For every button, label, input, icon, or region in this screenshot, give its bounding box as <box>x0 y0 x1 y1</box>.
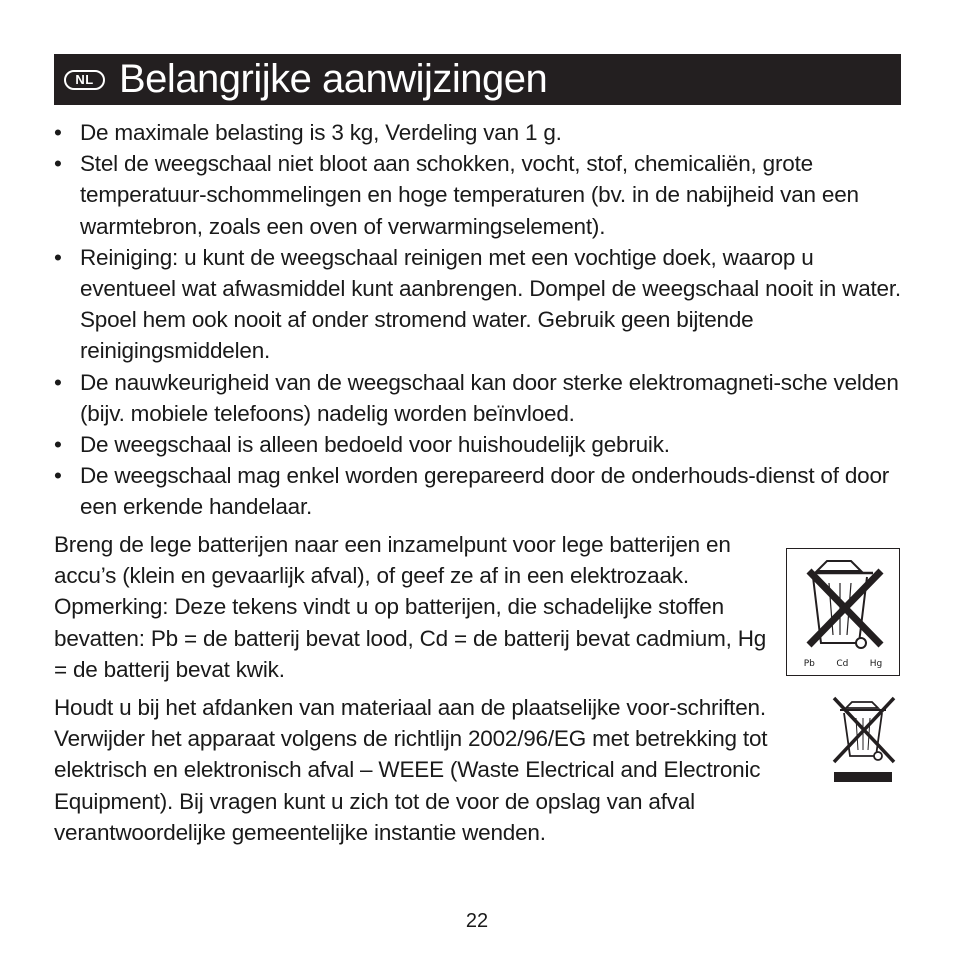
list-item-text: De nauwkeurigheid van de weegschaal kan door sterke elektromagneti-sche velden (bijv. mobiele telefoons) nadelig worden beïnvloed. <box>80 369 899 426</box>
list-item <box>54 460 904 522</box>
list-item-text: De maximale belasting is 3 kg, Verdeling van 1 g. <box>80 120 562 145</box>
list-item-text: Stel de weegschaal niet bloot aan schokken, vocht, stof, chemicaliën, grote temperatuur-schommelingen en hoge temperaturen (bv. in de nabijheid van een warmtebron, zoals een oven of verwarmingselement). <box>80 151 859 239</box>
lead-label: Pb <box>803 659 815 669</box>
list-item-text: De weegschaal mag enkel worden gerepareerd door de onderhouds-dienst of door een erkende handelaar. <box>80 463 890 520</box>
bullet-dot: • <box>54 120 62 145</box>
weee-disposal-paragraph <box>54 692 904 848</box>
weee-symbol <box>828 694 898 786</box>
cadmium-label: Cd <box>836 659 849 669</box>
language-badge: NL <box>64 70 105 90</box>
section-header <box>54 54 901 105</box>
list-item-text: Reiniging: u kunt de weegschaal reinigen met een vochtige doek, waarop u eventueel wat afwasmiddel kunt aanbrengen. Dompel de weegschaal nooit in water. Spoel hem ook nooit af onder stromend water. Gebruik geen bijtende reinigingsmiddelen. <box>80 244 901 364</box>
bullet-dot: • <box>54 151 62 177</box>
list-item <box>54 242 904 367</box>
list-item <box>54 117 904 148</box>
list-item <box>54 148 904 242</box>
bullet-dot: • <box>54 244 62 270</box>
list-item-text: De weegschaal is alleen bedoeld voor huishoudelijk gebruik. <box>80 432 670 458</box>
bullet-dot: • <box>54 432 62 458</box>
weee-paragraph-text: Houdt u bij het afdanken van materiaal aan de plaatselijke voor-schriften. Verwijder het apparaat volgens de richtlijn 2002/96/EG met betrekking tot elektrisch en elektronisch afval – WEEE (Waste Electrical and Electronic Equipment). Bij vragen kunt u zich tot de voor de opslag van afval verantwoordelijke gemeentelijke instantie wenden. <box>54 695 768 845</box>
page-title: Belangrijke aanwijzingen <box>119 57 548 101</box>
page-number: 22 <box>465 910 489 932</box>
instructions-list <box>54 117 904 523</box>
battery-symbol <box>786 548 900 676</box>
list-item <box>54 429 904 460</box>
battery-disposal-paragraph: Breng de lege batterijen naar een inzamelpunt voor lege batterijen en accu’s (klein en gevaarlijk afval), of geef ze af in een elektrozaak. Opmerking: Deze tekens vindt u op batterijen, die schadelijke stoffen bevatten: Pb = de batterij bevat lood, Cd = de batterij bevat cadmium, Hg = de batterij bevat kwik. <box>54 532 767 682</box>
bullet-dot: • <box>54 463 62 489</box>
mercury-label: Hg <box>869 659 883 669</box>
bullet-dot: • <box>54 369 62 395</box>
weee-bin-icon <box>828 694 898 786</box>
battery-chemical-labels <box>787 659 899 669</box>
list-item <box>54 367 904 429</box>
crossed-out-bin-icon <box>787 549 901 677</box>
